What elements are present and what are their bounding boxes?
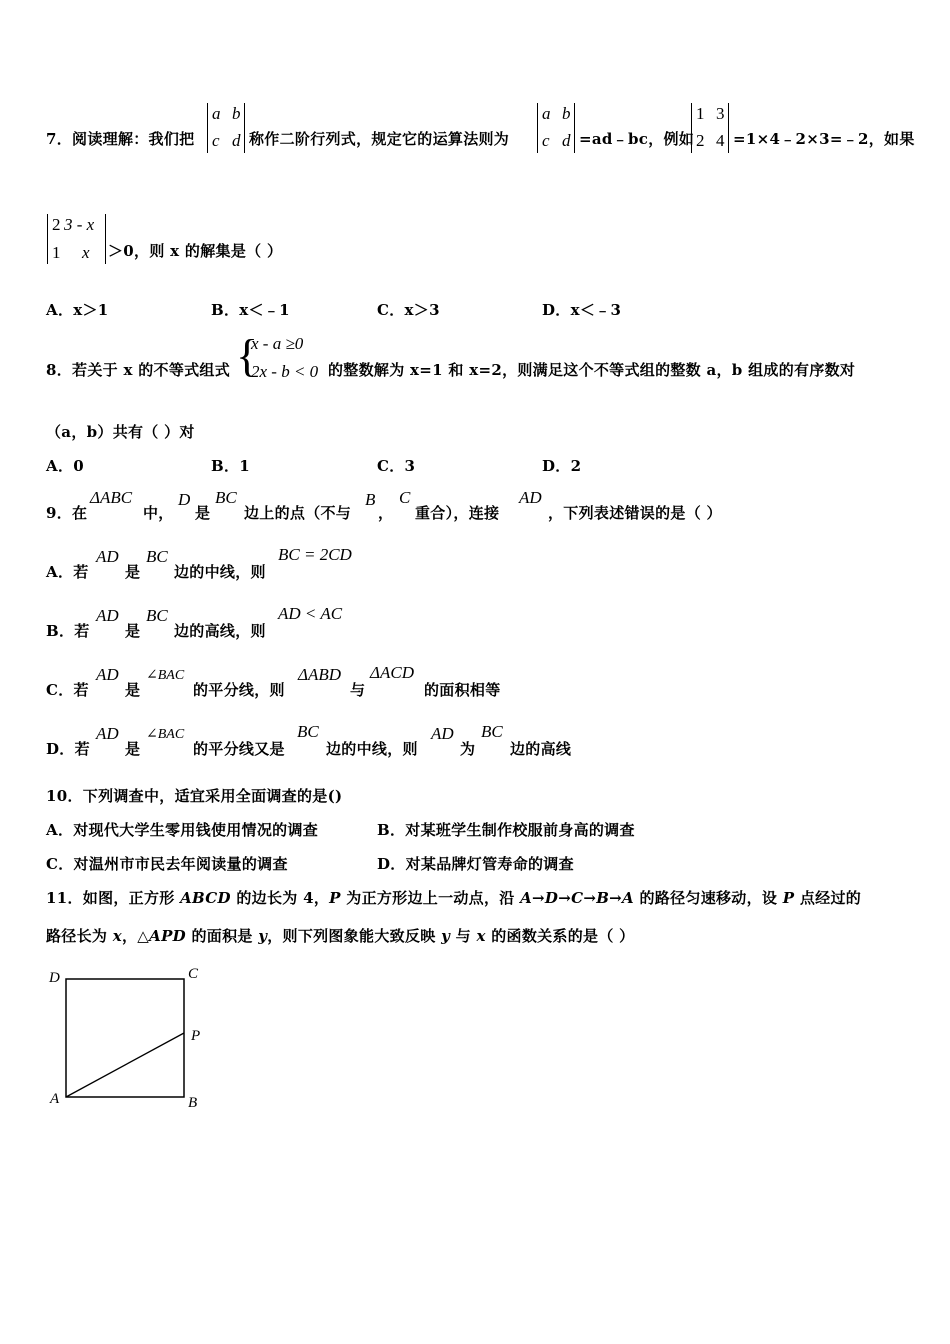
q9-option-b-prefix[interactable]: B．若 <box>46 622 90 640</box>
q7-determinant-rule <box>537 103 575 153</box>
q8-option-c[interactable]: C．3 <box>377 457 416 475</box>
q10-option-d[interactable]: D．对某品牌灯管寿命的调查 <box>377 855 574 873</box>
q10-option-b[interactable]: B．对某班学生制作校服前身高的调查 <box>377 821 635 839</box>
math: BC <box>146 547 168 566</box>
det-cell: 1 <box>696 104 705 123</box>
q7-determinant-condition <box>47 214 106 264</box>
q7-option-b[interactable]: B．x＜﹣1 <box>211 301 290 319</box>
math: AD <box>431 724 454 743</box>
math: x <box>112 927 122 945</box>
det-cell: a <box>542 104 551 123</box>
text: 是 <box>125 622 141 640</box>
text: 边的高线，则 <box>174 622 266 640</box>
q8-number: 8． <box>46 361 73 379</box>
math: BC <box>215 488 237 507</box>
q7-example: =1×4﹣2×3=﹣2，如果 <box>733 130 915 148</box>
q9-number: 9． <box>46 504 73 522</box>
text: 与 <box>350 681 366 699</box>
math: ABCD <box>180 889 231 907</box>
text: 在 <box>72 504 88 522</box>
math: P <box>782 889 795 907</box>
label-a: A <box>50 1091 60 1107</box>
q8-line1 <box>46 359 230 380</box>
math: y <box>258 927 268 945</box>
math: ΔACD <box>370 663 414 682</box>
text: 是 <box>125 681 141 699</box>
text: 路径长为 <box>46 927 113 945</box>
math: BC <box>146 606 168 625</box>
math: BC = 2CD <box>278 545 352 564</box>
math: ∠BAC <box>146 727 185 742</box>
text: 中， <box>143 504 174 522</box>
text: 边的中线，则 <box>174 563 266 581</box>
label-d: D <box>49 970 60 986</box>
det-cell: 2 <box>696 131 705 150</box>
q11-line2 <box>46 925 634 946</box>
det-cell: b <box>232 104 241 123</box>
math: AD <box>96 547 119 566</box>
math: x <box>476 927 486 945</box>
text: 是 <box>125 740 141 758</box>
q7-mid1: 称作二阶行列式，规定它的运算法则为 <box>249 130 510 148</box>
math: y <box>441 927 451 945</box>
det-cell: d <box>562 131 571 150</box>
label-b: B <box>188 1095 198 1111</box>
det-cell: 1 <box>52 243 61 262</box>
q8-rest: 的整数解为 x=1 和 x=2，则满足这个不等式组的整数 a，b 组成的有序数对 <box>328 361 856 379</box>
q7-option-c[interactable]: C．x＞3 <box>377 301 440 319</box>
text: 11．如图，正方形 <box>46 889 181 907</box>
square-abcd <box>66 979 184 1097</box>
q10-option-a[interactable]: A．对现代大学生零用钱使用情况的调查 <box>46 821 319 839</box>
q9-option-a-prefix[interactable]: A．若 <box>46 563 89 581</box>
text: 的面积相等 <box>424 681 501 699</box>
text: 是 <box>195 504 211 522</box>
math: ΔABD <box>298 665 342 684</box>
text: 的平分线又是 <box>193 740 285 758</box>
det-cell: 3 <box>716 104 725 123</box>
det-cell: c <box>542 131 550 150</box>
det-cell: b <box>562 104 571 123</box>
brace-icon: { <box>236 330 259 381</box>
text: ， <box>378 504 394 522</box>
text: 边上的点（不与 <box>244 504 352 522</box>
text: ，下列表述错误的是（ ） <box>548 504 722 522</box>
text: 的边长为 4， <box>230 889 330 907</box>
q8-option-a[interactable]: A．0 <box>46 457 84 475</box>
math: C <box>399 488 411 507</box>
q8-option-b[interactable]: B．1 <box>211 457 251 475</box>
text: 的面积是 <box>185 927 259 945</box>
math: B <box>365 490 376 509</box>
text: 点经过的 <box>794 889 862 907</box>
text: 的平分线，则 <box>193 681 285 699</box>
q7-determinant-abcd <box>207 103 245 153</box>
math: ΔABC <box>90 488 133 507</box>
det-cell: 3 - x <box>64 215 95 234</box>
q7-rule: =ad﹣bc，例如 <box>579 130 695 148</box>
q8-option-d[interactable]: D．2 <box>542 457 582 475</box>
det-cell: 4 <box>716 131 725 150</box>
q7-condition: ＞0，则 x 的解集是（ ） <box>108 242 283 260</box>
text: 与 <box>450 927 477 945</box>
math: BC <box>297 722 319 741</box>
det-cell: 2 <box>52 215 61 234</box>
math: D <box>178 490 191 509</box>
q9-option-c-prefix[interactable]: C．若 <box>46 681 89 699</box>
math: AD <box>519 488 542 507</box>
text: 重合），连接 <box>415 504 500 522</box>
math: AD <box>96 665 119 684</box>
det-cell: c <box>212 131 220 150</box>
text: 是 <box>125 563 141 581</box>
text: ，则下列图象能大致反映 <box>267 927 442 945</box>
math: BC <box>481 722 503 741</box>
text: 边的高线 <box>510 740 572 758</box>
math: APD <box>149 927 186 945</box>
math: AD < AC <box>278 604 343 623</box>
label-c: C <box>188 966 199 982</box>
q7-line1 <box>46 128 194 149</box>
text: 的函数关系的是（ ） <box>485 927 635 945</box>
math: A→D→C→B→A <box>520 889 634 907</box>
q8-system-line2: 2x - b < 0 <box>251 362 319 381</box>
q7-number: 7． <box>46 130 73 148</box>
q7-intro: 阅读理解：我们把 <box>72 130 195 148</box>
q10-stem: 10．下列调查中，适宜采用全面调查的是() <box>46 787 343 805</box>
q9-option-d-prefix[interactable]: D．若 <box>46 740 90 758</box>
label-p: P <box>191 1028 201 1044</box>
text: 为 <box>460 740 476 758</box>
math: ∠BAC <box>146 668 185 683</box>
math: P <box>329 889 341 907</box>
q7-option-d[interactable]: D．x＜﹣3 <box>542 301 622 319</box>
q7-determinant-example <box>691 103 729 153</box>
math: AD <box>96 606 119 625</box>
det-cell: a <box>212 104 221 123</box>
det-cell: d <box>232 131 241 150</box>
q8-line2: （a，b）共有（ ）对 <box>46 423 195 441</box>
q11-line1 <box>46 887 861 908</box>
q11-square-figure <box>40 962 220 1112</box>
q7-option-a[interactable]: A．x＞1 <box>46 301 109 319</box>
q9-stem <box>46 502 87 523</box>
q8-intro: 若关于 x 的不等式组式 <box>72 361 231 379</box>
q10-option-c[interactable]: C．对温州市市民去年阅读量的调查 <box>46 855 288 873</box>
text: 的路径匀速移动，设 <box>633 889 783 907</box>
segment-ap <box>66 1033 184 1097</box>
text: 边的中线，则 <box>326 740 418 758</box>
text: ，△ <box>121 927 150 945</box>
q8-system-line1: x - a ≥0 <box>251 334 304 353</box>
text: 为正方形边上一动点，沿 <box>340 889 521 907</box>
det-cell: x <box>82 243 90 262</box>
math: AD <box>96 724 119 743</box>
